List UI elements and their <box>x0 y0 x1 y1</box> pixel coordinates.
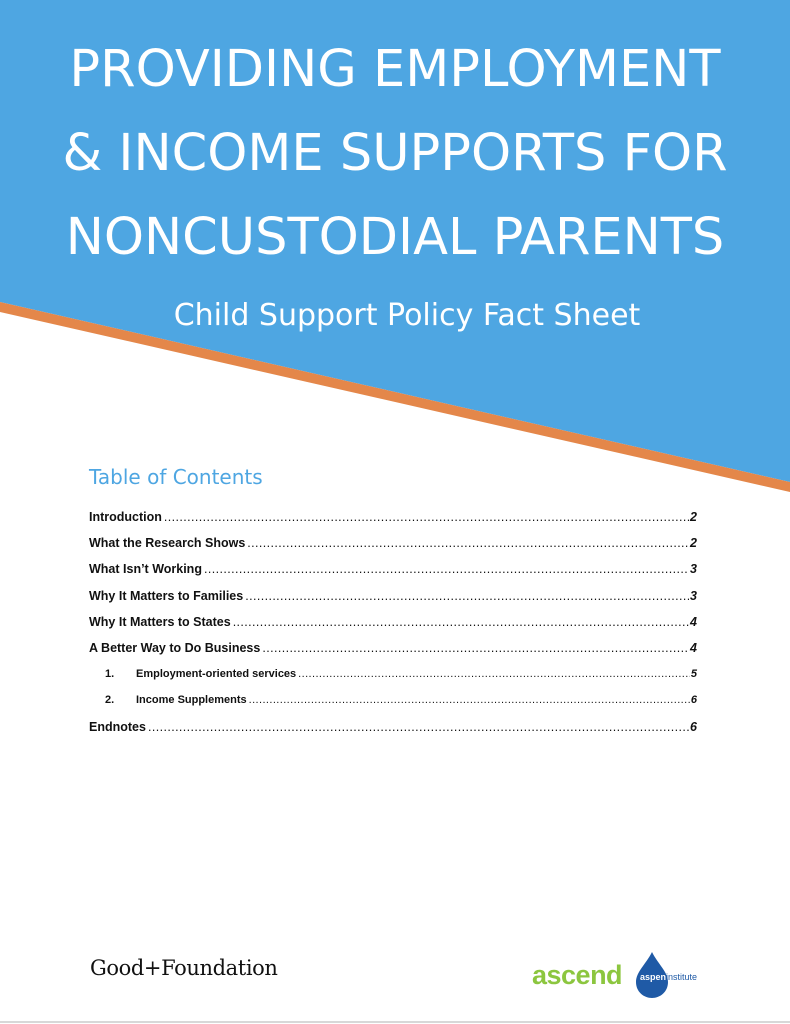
cover-title-line-1: PROVIDING EMPLOYMENT <box>69 40 721 99</box>
toc-dot-leader <box>249 687 690 713</box>
good-logo-plus: + <box>143 956 162 980</box>
cover-subtitle: Child Support Policy Fact Sheet <box>173 298 641 333</box>
toc-entry-number: 1. <box>105 668 115 681</box>
toc-dot-leader <box>148 714 689 740</box>
toc-entry-label: Employment-oriented services <box>136 668 297 681</box>
cover-title <box>0 28 790 280</box>
cover-title-line-3: NONCUSTODIAL PARENTS <box>65 208 725 267</box>
toc-entry-label: What Isn’t Working <box>89 562 202 577</box>
toc-entry-states[interactable] <box>89 609 697 635</box>
toc-entry-page: 4 <box>690 641 697 656</box>
toc-entry-page: 6 <box>690 719 697 734</box>
aspen-institute-wordmark <box>640 972 697 982</box>
table-of-contents <box>89 462 697 740</box>
institute-word: institute <box>666 972 698 982</box>
toc-dot-leader <box>233 609 689 635</box>
toc-entry-page: 3 <box>690 562 697 577</box>
toc-dot-leader <box>164 504 689 530</box>
toc-entry-better-way[interactable] <box>89 635 697 661</box>
toc-entry-label: Why It Matters to Families <box>89 588 244 603</box>
toc-entry-not-working[interactable] <box>89 556 697 582</box>
ascend-aspen-logo <box>532 950 722 1002</box>
toc-entry-label: What the Research Shows <box>89 536 246 551</box>
toc-entry-endnotes[interactable] <box>89 714 697 740</box>
cover-title-line-2: & INCOME SUPPORTS FOR <box>62 124 728 183</box>
toc-entry-label: A Better Way to Do Business <box>89 641 261 656</box>
toc-entry-page: 2 <box>690 510 697 524</box>
toc-entry-label: Endnotes <box>89 719 146 734</box>
toc-entry-number: 2. <box>105 694 115 707</box>
toc-entry-label: Introduction <box>89 510 162 524</box>
aspen-word: aspen <box>640 972 667 982</box>
toc-entry-families[interactable] <box>89 583 697 609</box>
good-plus-foundation-logo <box>90 956 278 980</box>
toc-dot-leader <box>204 556 689 582</box>
toc-heading: Table of Contents <box>89 465 263 489</box>
toc-entry-research[interactable] <box>89 530 697 556</box>
toc-entry-employment-services[interactable] <box>89 661 697 687</box>
toc-entry-introduction[interactable] <box>89 504 697 530</box>
good-logo-right: Foundation <box>161 956 278 980</box>
good-logo-left: Good <box>90 956 144 980</box>
toc-entry-page: 6 <box>690 694 697 707</box>
toc-dot-leader <box>262 635 689 661</box>
toc-entry-page: 2 <box>690 536 697 551</box>
toc-dot-leader <box>247 530 689 556</box>
toc-entry-income-supplements[interactable] <box>89 687 697 713</box>
toc-dot-leader <box>245 583 689 609</box>
toc-entry-label: Why It Matters to States <box>89 614 231 629</box>
toc-entry-page: 4 <box>690 614 697 629</box>
toc-entry-page: 3 <box>690 588 697 603</box>
toc-entry-page: 5 <box>690 668 697 681</box>
toc-entry-label: Income Supplements <box>136 694 247 707</box>
toc-dot-leader <box>298 661 690 687</box>
ascend-wordmark: ascend <box>532 960 623 990</box>
